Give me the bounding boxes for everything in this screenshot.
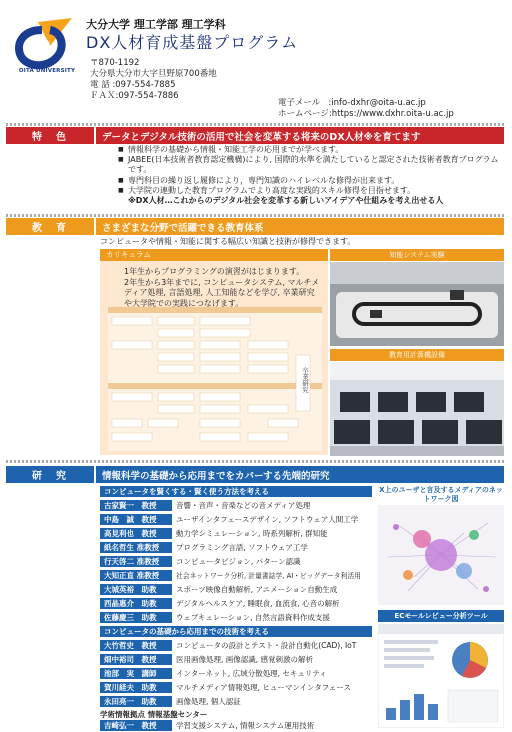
- staff-row: [100, 527, 372, 539]
- staff-name: 佐藤慶三 助教: [100, 612, 172, 623]
- ec-review-tool-head: ECモールレビュー分析ツール: [378, 610, 504, 622]
- research-group2-title: コンピュータの基礎から応用までの技術を考える: [100, 626, 372, 637]
- staff-name: 紙名哲生 准教授: [100, 542, 172, 553]
- staff-name: 大知正直 准教授: [100, 570, 172, 581]
- feature-item: ■ 専門科目の繰り返し履修により，専門知識のハイレベルな修得が出来ます。: [118, 176, 506, 186]
- staff-row: [100, 681, 372, 693]
- graduation-research-label: 卒業研究: [301, 367, 309, 393]
- staff-topic: インターネット, 広域分散処理, セキュリティ: [176, 668, 327, 678]
- staff-topic: 音響・音声・音楽などの音メディア処理: [176, 500, 311, 510]
- staff-row: [100, 555, 372, 567]
- address: 大分県大分市大字旦野原700番地: [90, 69, 217, 79]
- staff-topic: 画像処理, 個人認証: [176, 696, 241, 706]
- image2-label: 教育用計算機設備: [330, 349, 504, 361]
- email-label: 電子メール: [278, 98, 321, 108]
- staff-row: [100, 667, 372, 679]
- feature-item: ■ 大学院の連動した教育プログラムでより高度な実践的スキル修得を目指せます。: [118, 186, 506, 196]
- staff-row: [100, 569, 372, 581]
- curriculum-line: や大学院での実践につなげます。: [124, 298, 244, 308]
- staff-topic: コンピュータビジョン, パターン認識: [176, 556, 301, 566]
- email-link[interactable]: :info-dxhr@oita-u.ac.jp: [328, 98, 426, 108]
- staff-row: [100, 541, 372, 553]
- staff-name: 中島 誠 教授: [100, 514, 172, 525]
- features-list: [118, 145, 506, 206]
- staff-row: [100, 653, 372, 665]
- curriculum-text: [100, 261, 328, 309]
- curriculum-line: 1年生からプログラミングの演習がはじまります。: [124, 267, 305, 276]
- feature-item: ■ JABEE(日本技術者教育認定機構)により, 国際的水準を満たしていると認定された技術者教育プログラムです。: [118, 155, 506, 175]
- staff-name: 永田亮一 助教: [100, 696, 172, 707]
- staff-topic: 社会ネットワーク分析, 計量書誌学, AI・ビッグデータ利活用: [176, 572, 361, 580]
- staff-name: 賀川経夫 助教: [100, 682, 172, 693]
- staff-topic: コンピュータの設計とテスト・設計自動化(CAD), IoT: [176, 640, 357, 650]
- staff-topic: 動力学シミュレーション, 時系列解析, 群知能: [176, 528, 328, 538]
- homepage-link[interactable]: :https://www.dxhr.oita-u.ac.jp: [328, 109, 454, 119]
- department-name: 大分大学 理工学部 理工学科: [86, 18, 226, 31]
- education-label: 教育: [6, 218, 94, 235]
- divider: [6, 460, 504, 463]
- divider: [6, 214, 504, 217]
- robot-lab-photo: [330, 262, 504, 346]
- staff-topic: スポーツ映像自動解析, アニメーション自動生成: [176, 584, 338, 594]
- feature-item: ■ 情報科学の基礎から情報・知能工学の応用までが学べます。: [118, 145, 506, 155]
- staff-row: [100, 695, 372, 707]
- staff-name: 大竹哲史 教授: [100, 640, 172, 651]
- staff-name: 大城英裕 助教: [100, 584, 172, 595]
- homepage-label: ホームページ: [278, 109, 329, 119]
- staff-name: 西晶惠介 助教: [100, 598, 172, 609]
- phone: 電 話 :097-554-7885: [90, 80, 176, 90]
- staff-name: 畑中裕司 教授: [100, 654, 172, 665]
- staff-row: [100, 513, 372, 525]
- staff-name: 行天啓二 准教授: [100, 556, 172, 567]
- network-figure-title: X上のユーザと言及するメディアのネットワーク図: [379, 486, 503, 503]
- curriculum-chart: [108, 307, 322, 451]
- feature-note: ※DX人材…これからのデジタル社会を変革する新しいアイデアや仕組みを考え出せる人: [128, 196, 444, 206]
- staff-topic: デジタルヘルスケア, 睡眠食, 血流食, 心音の解析: [176, 598, 340, 608]
- education-subheading: コンピュータや情報・知能に関する幅広い知識と技術が修得できます。: [100, 237, 356, 246]
- features-label: 特色: [6, 127, 94, 144]
- education-heading: さまざまな分野で活躍できる教育体系: [96, 218, 504, 235]
- staff-topic: ユーザインタフェースデザイン, ソフトウェア人間工学: [176, 514, 359, 524]
- ec-review-tool-screenshot: [378, 624, 504, 728]
- staff-topic: プログラミング言語, ソフトウェア工学: [176, 542, 308, 552]
- staff-row: [100, 719, 372, 731]
- research-heading: 情報科学の基礎から応用までをカバーする先端的研究: [96, 466, 504, 483]
- staff-name: 古家賢一 教授: [100, 500, 172, 511]
- research-label: 研究: [6, 466, 94, 483]
- staff-topic: ウェブキュレーション, 自然言語資料作成支援: [176, 612, 330, 622]
- staff-row: [100, 597, 372, 609]
- info-center-label: 学術情報拠点 情報基盤センター: [100, 710, 208, 719]
- staff-name: 吉崎弘一 教授: [100, 720, 172, 731]
- logo-wordmark: OITA UNIVERSITY: [18, 68, 76, 74]
- divider: [6, 123, 504, 126]
- network-graph-figure: [378, 505, 504, 605]
- computer-room-photo: [330, 362, 504, 456]
- program-title: DX人材育成基盤プログラム: [86, 33, 299, 52]
- staff-row: [100, 611, 372, 623]
- staff-row: [100, 499, 372, 511]
- curriculum-line: ディア処理, 言語処理, 人工知能などを学び, 卒業研究: [124, 288, 315, 297]
- staff-topic: マルチメディア情報処理, ヒューマンインタフェース: [176, 682, 351, 692]
- staff-row: [100, 583, 372, 595]
- curriculum-line: 2年生から3年までに, コンピュータシステム, マルチメ: [124, 277, 320, 287]
- features-heading: データとデジタル技術の活用で社会を変革する将来のDX人材※を育てます: [96, 127, 504, 144]
- contact-block: [278, 98, 454, 120]
- image1-label: 知能システム実験: [330, 249, 504, 261]
- address-block: [90, 58, 217, 102]
- curriculum-box: [100, 249, 328, 455]
- fax: ＦＡＸ:097-554-7886: [90, 91, 179, 101]
- postal-code: 〒870-1192: [90, 58, 140, 68]
- staff-name: 高見利也 教授: [100, 528, 172, 539]
- oita-university-logo: [10, 16, 80, 74]
- staff-topic: 医用画像処理, 画像認識, 感覚刺激の解析: [176, 654, 314, 664]
- staff-name: 池部 実 講師: [100, 668, 172, 679]
- staff-topic: 学習支援システム, 情報システム運用技術: [176, 720, 315, 730]
- curriculum-label: カリキュラム: [100, 249, 328, 261]
- staff-row: [100, 639, 372, 651]
- research-group1-title: コンピュータを賢くする・賢く使う方法を考える: [100, 486, 372, 497]
